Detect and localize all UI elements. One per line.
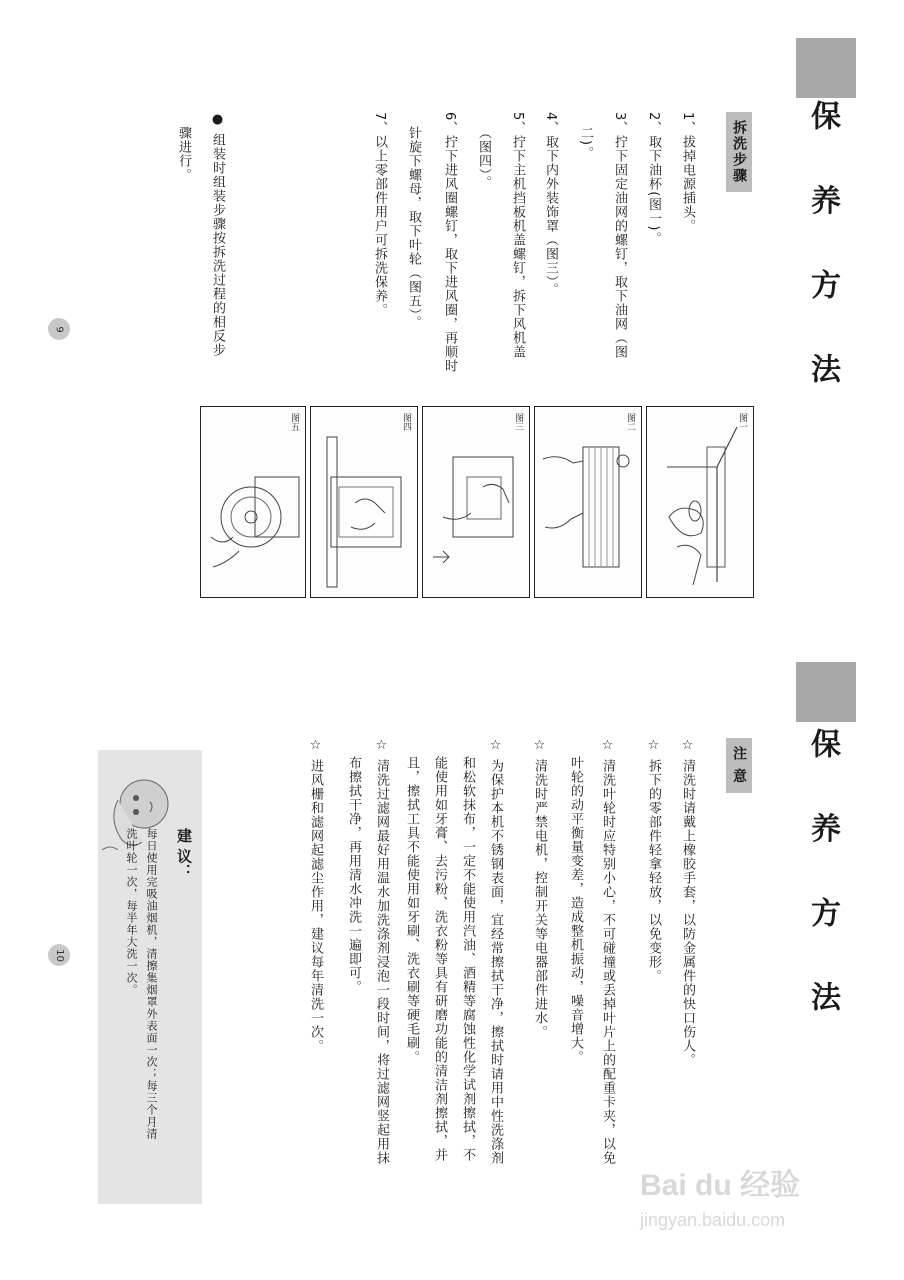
page-title-upper: 保 养 方 法	[805, 100, 840, 406]
step-line-1: 1、拔掉电源插头。	[680, 112, 695, 234]
advice-line-2: 洗叶轮一次，每半年大洗一次。	[125, 828, 138, 996]
step-line-6b: 针旋下螺母，取下叶轮（图五）。	[406, 126, 421, 330]
figure-3-label: 图三	[513, 413, 523, 431]
baidu-watermark	[640, 1160, 800, 1204]
section-tag-disassembly: 拆洗步骤	[726, 112, 752, 192]
advice-line-1: 每日使用完吸油烟机，清擦集烟罩外表面一次；每三个月清	[145, 828, 158, 1140]
note-line-6: ☆ 清洗过滤网最好用温水加洗涤剂浸泡一段时间，将过滤网竖起用抹	[374, 738, 389, 1166]
note-line-1: ☆ 清洗时请戴上橡胶手套，以防金属件的快口伤人。	[680, 738, 695, 1068]
figure-1-label: 图一	[737, 413, 747, 431]
outer-cover-removal-illustration	[423, 407, 529, 597]
page-number-10: 10	[48, 944, 70, 966]
step-line-3b: 二)。	[578, 126, 593, 161]
figure-2-label: 图二	[625, 413, 635, 431]
step-line-5b: （图四）。	[476, 126, 491, 190]
note-line-6b: 布擦拭干净，再用清水冲洗一遍即可。	[346, 756, 361, 994]
section-tag-notes: 注 意	[726, 738, 752, 793]
note-line-3b: 叶轮的动平衡量变差，造成整机振动，噪音增大。	[568, 756, 583, 1064]
advice-title: 建 议：	[175, 828, 193, 879]
title-gray-block-upper	[796, 38, 856, 98]
figure-2	[534, 406, 642, 598]
figure-3	[422, 406, 530, 598]
page-number-9: 9	[48, 318, 70, 340]
figure-4	[310, 406, 418, 598]
note-line-3: ☆ 清洗叶轮时应特别小心，不可碰撞或丢掉叶片上的配重卡夹，以免	[600, 738, 615, 1166]
step-line-3: 3、拧下固定油网的螺钉，取下油网（图	[612, 112, 627, 360]
impeller-removal-illustration	[201, 407, 305, 597]
watermark-brand: Bai du 经验	[640, 1169, 801, 1202]
step-line-4: 4、取下内外装饰罩（图三）。	[543, 112, 558, 297]
fan-cover-removal-illustration	[311, 407, 417, 597]
page-title-lower: 保 养 方 法	[805, 728, 840, 1034]
figure-5	[200, 406, 306, 598]
note-line-5c: 能使用如牙膏、去污粉、洗衣粉等具有研磨功能的清洁剂擦拭，并	[432, 756, 447, 1162]
step-line-6: 6、拧下进风圈螺钉，取下进风圈，再顺时	[442, 112, 457, 374]
note-line-5b: 和松软抹布，一定不能使用汽油、酒精等腐蚀性化学试剂擦拭，不	[460, 756, 475, 1162]
assembly-note-line-1: ● 组装时组装步骤按拆洗过程的相反步	[210, 112, 225, 358]
step-line-7: 7、以上零部件用户可拆洗保养。	[372, 112, 387, 318]
assembly-note-line-2: 骤进行。	[176, 126, 191, 182]
baidu-watermark-url: jingyan.baidu.com	[640, 1210, 786, 1230]
figure-4-label: 图四	[401, 413, 411, 431]
step-line-5: 5、拧下主机挡板机盖螺钉，拆下风机盖	[510, 112, 525, 360]
figure-1	[646, 406, 754, 598]
note-line-7: ☆ 进风栅和滤网起滤尘作用，建议每年清洗一次。	[308, 738, 323, 1054]
title-gray-block-lower	[796, 662, 856, 722]
step-line-2: 2、取下油杯(图一)。	[646, 112, 661, 246]
advice-box	[98, 750, 202, 1204]
hood-oil-cup-illustration	[647, 407, 753, 597]
note-line-4: ☆ 清洗时严禁电机，控制开关等电器部件进水。	[532, 738, 547, 1040]
figure-5-label: 图五	[289, 413, 299, 431]
note-line-5: ☆ 为保护本机不锈钢表面，宜经常擦拭干净，擦拭时请用中性洗涤剂	[488, 738, 503, 1166]
note-line-2: ☆ 拆下的零部件轻拿轻放，以免变形。	[646, 738, 661, 984]
oil-mesh-removal-illustration	[535, 407, 641, 597]
note-line-5d: 且，擦拭工具不能使用如牙刷、洗衣刷等硬毛刷。	[404, 756, 419, 1064]
